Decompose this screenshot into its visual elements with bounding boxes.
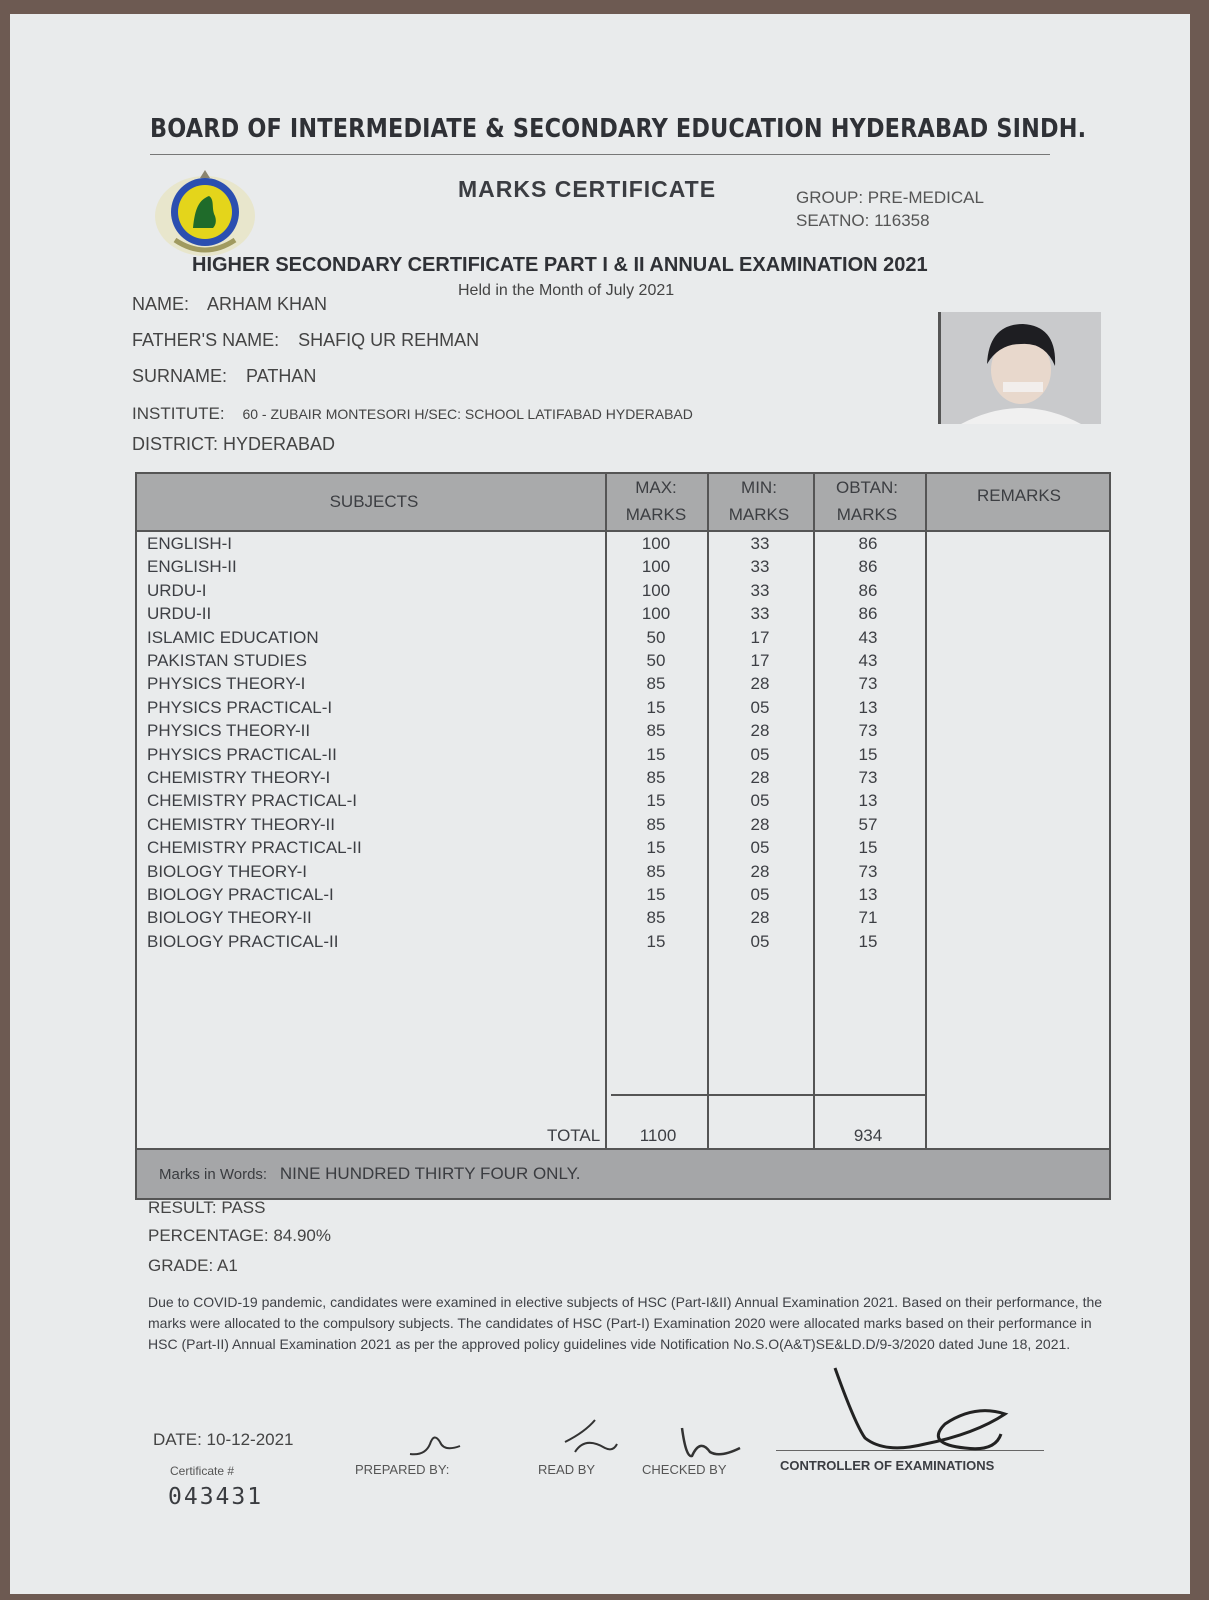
subjects-header: SUBJECTS [329,492,419,511]
max-marks-cell: 15 [646,697,666,717]
obtained-marks-header [813,474,921,528]
obtained-marks-cell: 73 [858,674,878,694]
obtained-marks-cell: 43 [858,651,878,670]
min-marks-cell: 05 [750,697,770,717]
exam-title: HIGHER SECONDARY CERTIFICATE PART I & II ANNUAL EXAMINATION 2021 [192,254,928,276]
marks-in-words: NINE HUNDRED THIRTY FOUR ONLY. [279,1164,581,1183]
table-row [137,581,1109,604]
table-row [137,768,1109,791]
max-marks-cell: 15 [646,885,666,904]
obtained-marks-cell: 13 [858,791,878,811]
grade-value: A1 [216,1256,238,1275]
obtained-marks-cell: 13 [858,697,878,717]
institute-name: 60 - ZUBAIR MONTESORI H/SEC: SCHOOL LATIFABAD HYDERABAD [242,406,693,422]
obtained-marks-cell: 73 [858,861,878,881]
min-marks-cell: 05 [750,931,770,951]
min-marks-cell: 28 [750,674,770,694]
table-row [137,604,1109,627]
min-marks-cell: 33 [750,557,770,577]
prepared-by-label: PREPARED BY: [355,1462,450,1477]
subject-cell: CHEMISTRY PRACTICAL-I [147,791,358,811]
table-row [137,815,1109,838]
obtained-marks-cell: 73 [858,768,878,787]
subject-cell: URDU-I [147,580,207,600]
table-header [137,474,1109,532]
words-label: Marks in Words: [159,1166,268,1183]
min-marks-cell: 28 [750,721,770,741]
min-marks-cell: 28 [750,908,770,928]
marks-table [135,472,1111,1200]
checked-by-label: CHECKED BY [642,1462,727,1477]
obtained-marks-cell: 71 [858,908,878,928]
surname-label: SURNAME: [132,366,228,386]
institute-row [132,404,693,424]
district-label: DISTRICT: [132,434,219,454]
subject-cell: PHYSICS THEORY-I [147,674,306,694]
certificate-title: MARKS CERTIFICATE [458,176,717,202]
max-marks-cell: 50 [646,627,666,647]
total-max: 1100 [639,1126,677,1145]
student-name: ARHAM KHAN [207,294,328,314]
table-row [137,698,1109,721]
result-value: PASS [221,1198,266,1217]
subject-cell: URDU-II [147,604,212,624]
percentage-value: 84.90% [273,1226,331,1245]
marks-certificate [10,14,1190,1594]
obtained-marks-cell: 86 [858,580,878,600]
checked-signature-icon [670,1418,750,1464]
surname: PATHAN [246,366,317,386]
min-marks-cell: 33 [750,604,770,624]
total-row [137,1126,1109,1149]
group-seat-block [796,186,984,232]
max-header-line2: MARKS [625,505,687,524]
obtained-marks-cell: 43 [858,627,878,647]
obtained-marks-cell: 15 [858,931,878,951]
obtained-marks-cell: 13 [858,885,878,904]
subject-cell: PHYSICS THEORY-II [147,721,311,741]
max-marks-cell: 85 [646,768,666,787]
max-marks-cell: 100 [641,557,671,577]
district-name: HYDERABAD [223,434,336,454]
table-row [137,651,1109,674]
group-label: GROUP: PRE-MEDICAL [796,188,984,207]
min-marks-header [707,474,811,528]
total-separator [611,1094,927,1096]
subject-cell: PHYSICS PRACTICAL-I [147,697,333,717]
certificate-number: 043431 [168,1484,264,1510]
percentage-label: PERCENTAGE: [148,1226,269,1245]
obtained-marks-cell: 86 [858,557,878,577]
min-marks-cell: 28 [750,861,770,881]
grade-label: GRADE: [148,1256,214,1275]
seat-number: SEATNO: 116358 [796,211,930,230]
name-label: NAME: [132,294,190,314]
remarks-header: REMARKS [976,486,1062,505]
table-row [137,745,1109,768]
max-marks-cell: 85 [646,908,666,928]
max-marks-header [605,474,707,528]
subject-cell: BIOLOGY THEORY-II [147,908,312,928]
max-marks-cell: 15 [646,744,666,764]
table-row [137,534,1109,557]
table-row [137,885,1109,908]
percentage-line [148,1226,331,1246]
student-photo [938,312,1101,424]
subject-cell: CHEMISTRY THEORY-I [147,768,331,787]
obtained-marks-cell: 57 [858,814,878,834]
certificate-label: Certificate # [170,1464,235,1478]
exam-held-date: Held in the Month of July 2021 [458,282,675,299]
table-row [137,932,1109,955]
subject-cell: PHYSICS PRACTICAL-II [147,744,337,764]
max-marks-cell: 85 [646,674,666,694]
subject-cell: BIOLOGY PRACTICAL-I [147,885,334,904]
father-row [132,330,479,351]
father-name: SHAFIQ UR REHMAN [298,330,480,350]
max-marks-cell: 100 [641,580,671,600]
obtained-marks-cell: 86 [858,534,878,553]
total-label: TOTAL [547,1126,601,1145]
subject-cell: BIOLOGY THEORY-I [147,861,307,881]
max-marks-cell: 15 [646,791,666,811]
min-marks-cell: 05 [750,838,770,858]
read-signature-icon [555,1412,625,1462]
obtained-marks-cell: 15 [858,744,878,764]
obt-header-line2: MARKS [836,505,898,524]
date-value: 10-12-2021 [206,1430,294,1449]
surname-row [132,366,316,387]
date-line [153,1430,294,1450]
max-header-line1: MAX: [635,478,677,497]
min-marks-cell: 17 [750,651,770,670]
table-row [137,862,1109,885]
subject-cell: ISLAMIC EDUCATION [147,627,319,647]
subject-cell: ENGLISH-I [147,534,233,553]
marks-in-words-bar [137,1148,1109,1198]
max-marks-cell: 100 [641,604,671,624]
table-row [137,674,1109,697]
subject-cell: ENGLISH-II [147,557,237,577]
max-marks-cell: 50 [646,651,666,670]
board-title: BOARD OF INTERMEDIATE & SECONDARY EDUCATION HYDERABAD SINDH. [150,114,1087,144]
board-emblem-icon [145,164,265,264]
table-row [137,628,1109,651]
district-row [132,434,335,455]
min-header-line2: MARKS [728,505,790,524]
total-obtained: 934 [853,1126,883,1145]
max-marks-cell: 15 [646,931,666,951]
max-marks-cell: 100 [641,534,671,553]
min-marks-cell: 17 [750,627,770,647]
max-marks-cell: 15 [646,838,666,858]
prepared-signature-icon [400,1426,470,1462]
table-row [137,557,1109,580]
min-marks-cell: 33 [750,580,770,600]
controller-label: CONTROLLER OF EXAMINATIONS [780,1458,995,1473]
max-marks-cell: 85 [646,814,666,834]
subject-cell: PAKISTAN STUDIES [147,651,307,670]
obt-header-line1: OBTAN: [835,478,899,497]
father-label: FATHER'S NAME: [132,330,280,350]
subject-cell: BIOLOGY PRACTICAL-II [147,931,339,951]
grade-line [148,1256,238,1276]
max-marks-cell: 85 [646,721,666,741]
name-row [132,294,327,315]
subject-cell: CHEMISTRY PRACTICAL-II [147,838,362,858]
min-marks-cell: 28 [750,814,770,834]
obtained-marks-cell: 86 [858,604,878,624]
max-marks-cell: 85 [646,861,666,881]
table-row [137,908,1109,931]
title-divider [150,154,1050,155]
table-row [137,721,1109,744]
min-marks-cell: 05 [750,791,770,811]
min-marks-cell: 05 [750,744,770,764]
read-by-label: READ BY [538,1462,596,1477]
table-row [137,791,1109,814]
obtained-marks-cell: 73 [858,721,878,741]
table-row [137,838,1109,861]
institute-label: INSTITUTE: [132,404,225,423]
min-header-line1: MIN: [741,478,777,497]
date-label: DATE: [153,1430,202,1449]
result-label: RESULT: [148,1198,217,1217]
min-marks-cell: 05 [750,885,770,904]
controller-signature-icon [825,1364,1025,1464]
subject-cell: CHEMISTRY THEORY-II [147,814,335,834]
min-marks-cell: 33 [750,534,770,553]
covid-note: Due to COVID-19 pandemic, candidates were examined in elective subjects of HSC (Part-I&II) Annual Examination 2021. Based on their performance, the marks were allocated to the compulsory subjects. The candidates of HSC (Part-I) Examination 2020 were allocated marks based on their performance in HSC (Part-II) Annual Examination 2021 as per the approved policy guidelines vide Notification No.S.O(A&T)SE&LD.D/9-3/2020 dated June 18, 2021. [148,1294,1103,1352]
min-marks-cell: 28 [750,768,770,787]
result-line [148,1198,265,1218]
obtained-marks-cell: 15 [858,838,878,858]
